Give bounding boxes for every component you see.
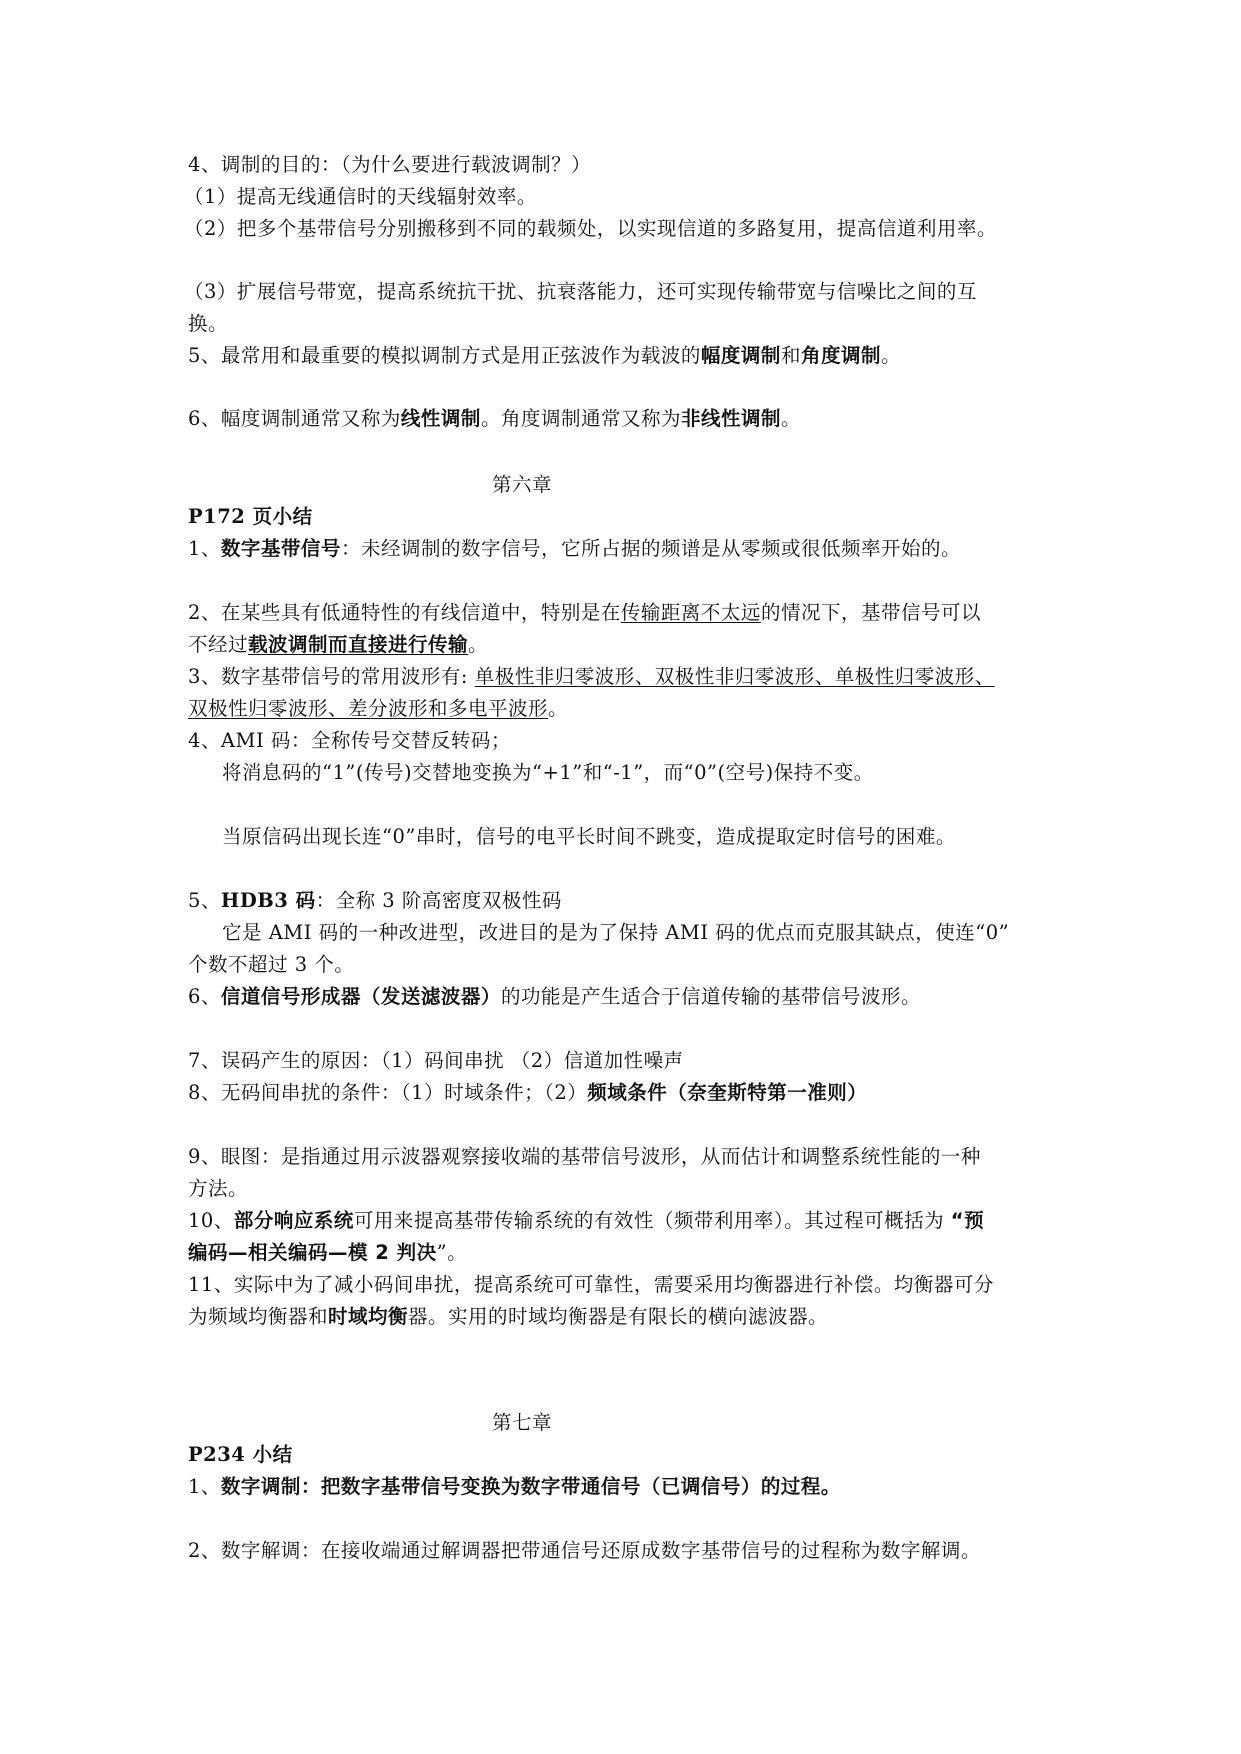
ch6-item-10-line-1: 10、部分响应系统可用来提高基带传输系统的有效性（频带利用率）。其过程可概括为 “预 xyxy=(188,1209,985,1232)
chapter-6-title: 第六章 xyxy=(492,473,553,496)
ch6-item-4-detail-1: 将消息码的“1”(传号)交替地变换为“+1”和“-1”，而“0”(空号)保持不变。 xyxy=(222,761,874,784)
ch6-item-9-line-2: 方法。 xyxy=(188,1177,249,1200)
chapter-6-summary-heading: P172 页小结 xyxy=(188,505,313,528)
ch6-item-10-line-2: 编码—相关编码—模 2 判决”。 xyxy=(188,1241,468,1264)
item-4-heading: 4、调制的目的：（为什么要进行载波调制？） xyxy=(188,153,592,176)
ch6-item-6: 6、信道信号形成器（发送滤波器）的功能是产生适合于信道传输的基带信号波形。 xyxy=(188,985,921,1008)
ch6-item-5: 5、HDB3 码：全称 3 阶高密度双极性码 xyxy=(188,889,562,912)
ch6-item-7: 7、误码产生的原因：（1）码间串扰 （2）信道加性噪声 xyxy=(188,1049,684,1072)
term-linear-modulation: 线性调制 xyxy=(400,407,481,430)
item-6: 6、幅度调制通常又称为线性调制。角度调制通常又称为非线性调制。 xyxy=(188,407,801,430)
ch7-item-2: 2、数字解调：在接收端通过解调器把带通信号还原成数字基带信号的过程称为数字解调。 xyxy=(188,1539,981,1562)
ch6-item-3-line-2: 双极性归零波形、差分波形和多电平波形。 xyxy=(188,697,569,720)
chapter-7-title: 第七章 xyxy=(492,1411,553,1434)
ch6-item-11-line-2: 为频域均衡器和时域均衡器。实用的时域均衡器是有限长的横向滤波器。 xyxy=(188,1305,829,1328)
ch6-item-2-line-1: 2、在某些具有低通特性的有线信道中，特别是在传输距离不太远的情况下，基带信号可以 xyxy=(188,601,981,624)
ch6-item-8: 8、无码间串扰的条件：（1）时域条件；（2）频域条件（奈奎斯特第一准则） xyxy=(188,1081,868,1104)
item-4-point-2: （2）把多个基带信号分别搬移到不同的载频处，以实现信道的多路复用，提高信道利用率。 xyxy=(184,217,997,240)
ch6-item-5-detail-2: 个数不超过 3 个。 xyxy=(188,953,355,976)
term-angle-modulation: 角度调制 xyxy=(800,344,881,367)
ch6-item-11-line-1: 11、实际中为了减小码间串扰，提高系统可可靠性，需要采用均衡器进行补偿。均衡器可分 xyxy=(188,1273,994,1296)
ch6-item-9-line-1: 9、眼图：是指通过用示波器观察接收端的基带信号波形，从而估计和调整系统性能的一种 xyxy=(188,1145,981,1168)
item-4-point-3-line-2: 换。 xyxy=(188,312,229,335)
ch6-item-2-line-2: 不经过载波调制而直接进行传输。 xyxy=(188,633,489,656)
ch7-item-1: 1、数字调制：把数字基带信号变换为数字带通信号（已调信号）的过程。 xyxy=(188,1475,841,1498)
ch6-item-1: 1、数字基带信号：未经调制的数字信号，它所占据的频谱是从零频或很低频率开始的。 xyxy=(188,537,961,560)
ch6-item-4: 4、AMI 码：全称传号交替反转码； xyxy=(188,729,511,752)
item-4-point-3-line-1: （3）扩展信号带宽，提高系统抗干扰、抗衰落能力，还可实现传输带宽与信噪比之间的互 xyxy=(184,280,977,303)
ch6-item-5-detail-1: 它是 AMI 码的一种改进型，改进目的是为了保持 AMI 码的优点而克服其缺点，使连“0” xyxy=(222,921,1010,944)
term-amplitude-modulation: 幅度调制 xyxy=(700,344,781,367)
ch6-item-3-line-1: 3、数字基带信号的常用波形有: 单极性非归零波形、双极性非归零波形、单极性归零波形、 xyxy=(188,665,995,688)
ch6-item-4-detail-2: 当原信码出现长连“0”串时，信号的电平长时间不跳变，造成提取定时信号的困难。 xyxy=(222,825,956,848)
term-nonlinear-modulation: 非线性调制 xyxy=(680,407,781,430)
item-5: 5、最常用和最重要的模拟调制方式是用正弦波作为载波的幅度调制和角度调制。 xyxy=(188,344,901,367)
chapter-7-summary-heading: P234 小结 xyxy=(188,1443,293,1466)
item-4-point-1: （1）提高无线通信时的天线辐射效率。 xyxy=(184,185,537,208)
